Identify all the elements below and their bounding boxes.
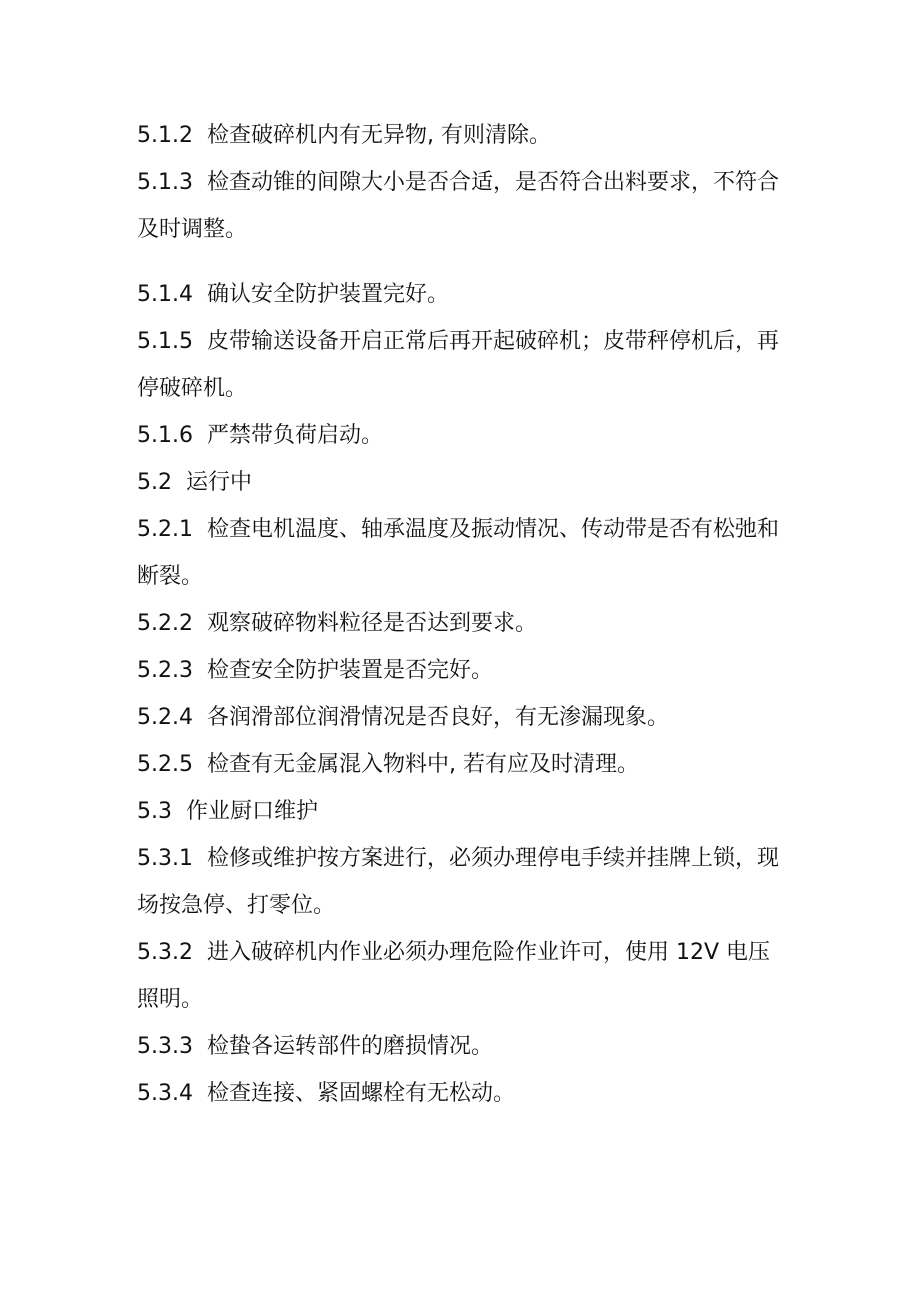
- clause-text: 检查电机温度、轴承温度及振动情况、传动带是否有松弛和断裂。: [137, 517, 779, 589]
- clause-number: 5.3.4: [137, 1081, 193, 1106]
- paragraph-5-1-6: [137, 412, 787, 459]
- paragraph-5-3-2: [137, 929, 787, 1023]
- paragraph-5-1-4: [137, 271, 787, 318]
- clause-text: 皮带输送设备开启正常后再开起破碎机；皮带秤停机后，再停破碎机。: [137, 329, 779, 401]
- paragraph-5-3-3: [137, 1023, 787, 1070]
- paragraph-5-2-4: [137, 694, 787, 741]
- paragraph-5-3-4: [137, 1070, 787, 1117]
- section-number: 5.2: [137, 470, 172, 495]
- paragraph-5-2-5: [137, 741, 787, 788]
- clause-text: 观察破碎物料粒径是否达到要求。: [206, 611, 537, 636]
- clause-text: 检修或维护按方案进行，必须办理停电手续并挂牌上锁，现场按急停、打零位。: [137, 846, 779, 918]
- clause-number: 5.2.4: [137, 705, 193, 730]
- section-title: 运行中: [186, 470, 253, 495]
- clause-text: 各润滑部位润滑情况是否良好，有无渗漏现象。: [206, 705, 669, 730]
- clause-number: 5.2.5: [137, 752, 193, 777]
- clause-number: 5.1.5: [137, 329, 193, 354]
- paragraph-5-1-2: [137, 112, 787, 159]
- clause-text: 严禁带负荷启动。: [206, 423, 383, 448]
- paragraph-5-1-5: [137, 318, 787, 412]
- clause-text: 检查动锥的间隙大小是否合适，是否符合出料要求，不符合及时调整。: [137, 170, 779, 242]
- paragraph-5-2-3: [137, 647, 787, 694]
- clause-text: 检查安全防护装置是否完好。: [206, 658, 493, 683]
- paragraph-5-2-2: [137, 600, 787, 647]
- section-heading-5-3: [137, 788, 787, 835]
- section-number: 5.3: [137, 799, 172, 824]
- clause-number: 5.3.1: [137, 846, 193, 871]
- paragraph-5-3-1: [137, 835, 787, 929]
- clause-number: 5.2.2: [137, 611, 193, 636]
- section-heading-5-2: [137, 459, 787, 506]
- clause-text: 检查有无金属混入物料中, 若有应及时清理。: [206, 752, 639, 777]
- clause-text: 进入破碎机内作业必须办理危险作业许可，使用 12V 电压照明。: [137, 940, 771, 1012]
- clause-number: 5.1.2: [137, 123, 193, 148]
- paragraph-5-2-1: [137, 506, 787, 600]
- clause-number: 5.2.1: [137, 517, 193, 542]
- section-title: 作业厨口维护: [186, 799, 319, 824]
- clause-number: 5.1.6: [137, 423, 193, 448]
- clause-number: 5.1.3: [137, 170, 193, 195]
- paragraph-5-1-3: [137, 159, 787, 253]
- document-body: [137, 112, 787, 1117]
- clause-number: 5.3.2: [137, 940, 193, 965]
- clause-number: 5.3.3: [137, 1034, 193, 1059]
- clause-text: 检蛰各运转部件的磨损情况。: [206, 1034, 493, 1059]
- clause-text: 检查破碎机内有无异物, 有则清除。: [206, 123, 551, 148]
- clause-text: 确认安全防护装置完好。: [206, 282, 449, 307]
- clause-text: 检查连接、紧固螺栓有无松动。: [206, 1081, 515, 1106]
- clause-number: 5.2.3: [137, 658, 193, 683]
- clause-number: 5.1.4: [137, 282, 193, 307]
